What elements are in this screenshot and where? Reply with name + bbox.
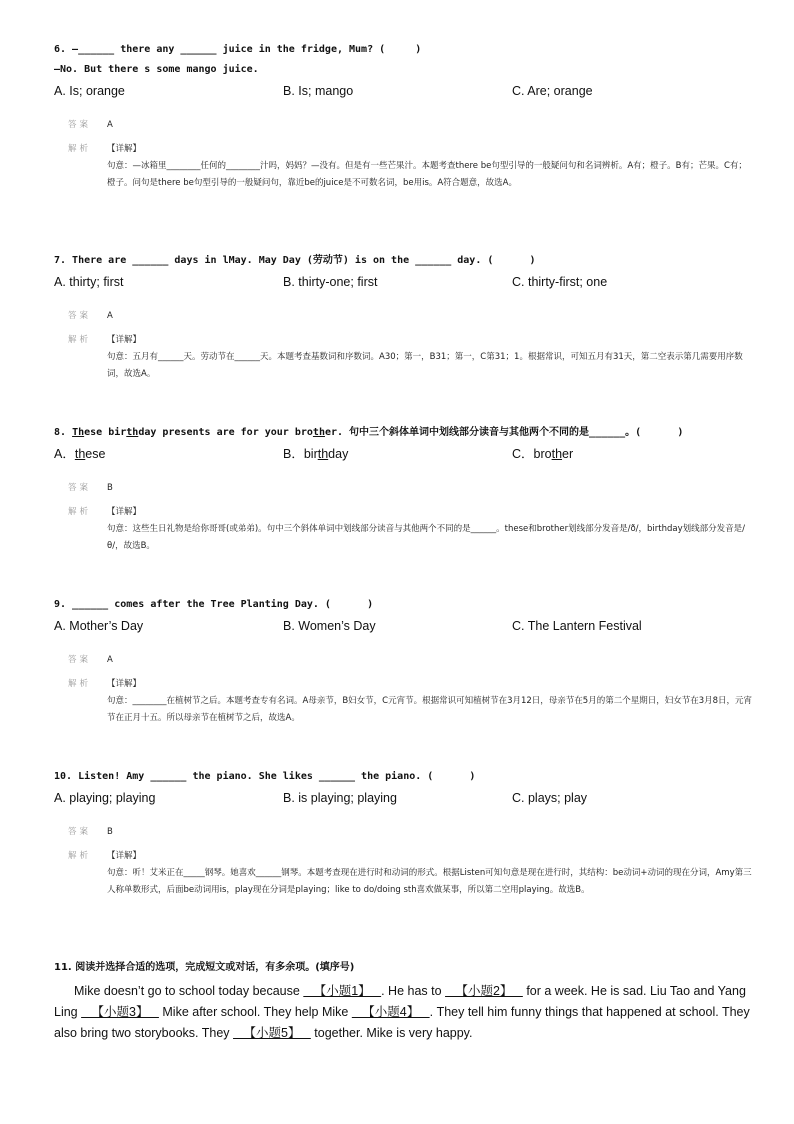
blank-2[interactable]: 【小题2】 [445,984,523,998]
question-stem-line2: —No. But there s some mango juice. [54,64,259,75]
analysis-label: 解析 [68,851,92,861]
detail-label: 【详解】 [107,335,142,345]
option-a[interactable]: A．these [54,447,106,461]
answer-value: A [107,120,113,130]
blank-5[interactable]: 【小题5】 [233,1026,311,1040]
explanation-text: 句意：—冰箱里________任何的________汁吗，妈妈？—没有。但是有一些芒果汁。本题考查there be句型引导的一般疑问句和名词辨析。A有；橙子。B有；芒果。C有；橙子。问句是there be句型引导的一般疑问句，靠近be的juice是不可数名词，be用is。A符合题意，故选A。 [107,161,747,188]
question-stem: 7. There are ______ days in lMay. May Day (劳动节) is on the ______ day. ( ) [54,255,536,266]
answer-block [68,116,754,192]
analysis-label: 解析 [68,679,92,689]
answer-value: B [107,483,113,493]
blank-3[interactable]: 【小题3】 [81,1005,159,1019]
analysis-label: 解析 [68,335,92,345]
answer-block [68,479,754,555]
explanation-text: 句意：这些生日礼物是给你哥哥(或弟弟)。句中三个斜体单词中划线部分读音与其他两个不同的是______。these和brother划线部分发音是/ð/，birthday划线部分发音是/θ/，故选B。 [107,524,745,551]
answer-label: 答案 [68,827,92,837]
option-c[interactable]: C. The Lantern Festival [512,619,642,633]
option-a[interactable]: A. Mother’s Day [54,619,144,633]
answer-label: 答案 [68,120,92,130]
detail-label: 【详解】 [107,507,142,517]
option-b[interactable]: B. is playing; playing [283,791,397,805]
answer-value: A [107,311,113,321]
question-7 [54,251,754,383]
answer-label: 答案 [68,655,92,665]
question-10 [54,767,754,899]
option-b[interactable]: B. Is; mango [283,84,354,98]
options [54,271,754,293]
answer-block [68,651,754,727]
question-stem: 11. 阅读并选择合适的选项，完成短文或对话，有多余项。(填序号) [54,962,355,973]
option-a[interactable]: A. thirty; first [54,275,124,289]
option-b[interactable]: B．birthday [283,447,349,461]
option-c[interactable]: C. plays; play [512,791,588,805]
explanation-text: 句意：________在植树节之后。本题考查专有名词。A母亲节，B妇女节，C元宵节。根据常识可知植树节在3月12日，母亲节在5月的第二个星期日，妇女节在3月8日，元宵节在正月十五。所以母亲节在植树节之后，故选A。 [107,696,753,723]
answer-value: A [107,655,113,665]
explanation-text: 句意：五月有______天。劳动节在______天。本题考查基数词和序数词。A30；第一，B31；第一，C第31；1。根据常识，可知五月有31天，第二空表示第几需要用序数词，故选A。 [107,352,743,379]
answer-block [68,823,754,899]
question-stem: 9. ______ comes after the Tree Planting Day. ( ) [54,599,374,610]
analysis-label: 解析 [68,507,92,517]
blank-1[interactable]: 【小题1】 [303,984,382,998]
question-8 [54,423,754,555]
options [54,443,754,465]
options [54,615,754,637]
answer-label: 答案 [68,311,92,321]
option-c[interactable]: C. Are; orange [512,84,593,98]
answer-block [68,307,754,383]
option-a[interactable]: A. playing; playing [54,791,156,805]
question-9 [54,595,754,727]
option-c[interactable]: C. thirty-first; one [512,275,608,289]
options [54,80,754,102]
option-b[interactable]: B. thirty-one; first [283,275,378,289]
question-6 [54,40,754,192]
question-stem: 6. —______ there any ______ juice in the fridge, Mum? ( ) [54,44,422,55]
explanation-text: 句意：听！艾米正在_____钢琴。她喜欢______钢琴。本题考查现在进行时和动词的形式。根据Listen可知句意是现在进行时，其结构：be动词+动词的现在分词，Amy第三人称单数形式，后面be动词用is，play现在分词是playing；like to do/doing sth喜欢做某事，所以第二空用playing。故选B。 [107,868,752,895]
answer-label: 答案 [68,483,92,493]
option-b[interactable]: B. Women’s Day [283,619,376,633]
answer-value: B [107,827,113,837]
option-c[interactable]: C．brother [512,447,574,461]
cloze-passage: Mike doesn’t go to school today because 【小题1】 . He has to 【小题2】 for a week. He is sad. Liu Tao and Yang Ling 【小题3】 Mike after school. They help Mike 【小题4】 . They tell him funny things that happened at school. They also bring two storybooks. They 【小题5】 together. Mike is very happy. [54,984,750,1040]
blank-4[interactable]: 【小题4】 [351,1005,430,1019]
question-stem: 10. Listen! Amy ______ the piano. She likes ______ the piano. ( ) [54,771,476,782]
detail-label: 【详解】 [107,851,142,861]
detail-label: 【详解】 [107,144,142,154]
option-a[interactable]: A. Is; orange [54,84,125,98]
detail-label: 【详解】 [107,679,142,689]
question-11 [54,958,754,1044]
question-stem: 8. These birthday presents are for your brother. 句中三个斜体单词中划线部分读音与其他两个不同的是______。( ) [54,427,684,438]
options [54,787,754,809]
analysis-label: 解析 [68,144,92,154]
